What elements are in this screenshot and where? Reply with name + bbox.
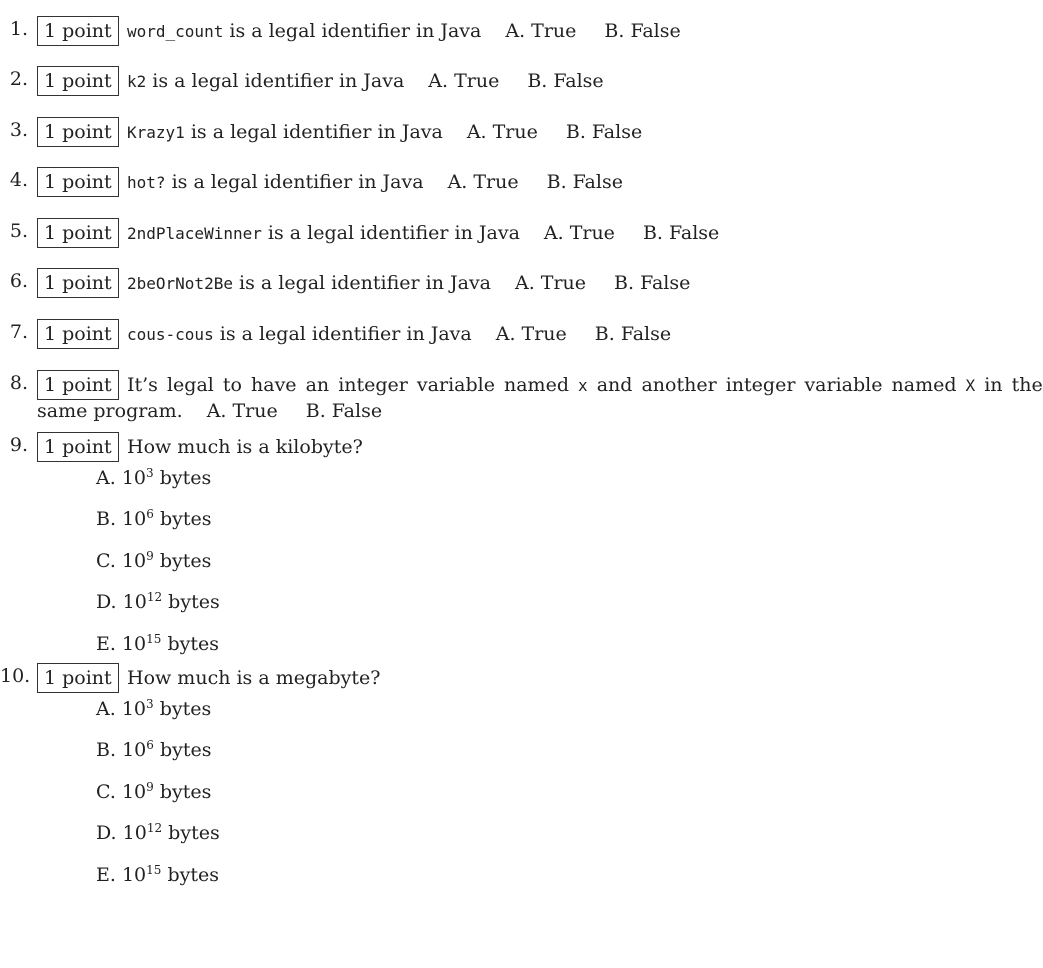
choice-letter: B. xyxy=(96,739,117,761)
choice-unit: bytes xyxy=(159,508,212,530)
question-number: 10. xyxy=(0,665,31,687)
choice-letter: D. xyxy=(96,591,117,613)
choice-exponent: 9 xyxy=(146,549,154,563)
question-number: 8. xyxy=(9,372,28,394)
question-prompt: How much is a megabyte? xyxy=(127,667,381,689)
points-box: 1 point xyxy=(37,319,119,349)
choice-unit: bytes xyxy=(159,739,212,761)
choice-letter: B. xyxy=(96,508,117,530)
option-true[interactable]: A. True xyxy=(515,272,587,294)
statement: is a legal identifier in Java xyxy=(165,171,424,193)
code-identifier: word_count xyxy=(127,22,224,41)
option-true[interactable]: A. True xyxy=(466,121,538,143)
choice-unit: bytes xyxy=(167,633,220,655)
choice-letter: D. xyxy=(96,822,117,844)
choice-base: 10 xyxy=(121,698,146,720)
choice-b[interactable] xyxy=(96,507,211,531)
choice-letter: C. xyxy=(96,550,116,572)
question-text-continued xyxy=(37,398,382,425)
choice-unit: bytes xyxy=(167,864,220,886)
question-number: 5. xyxy=(9,220,28,242)
question-number: 2. xyxy=(9,68,28,90)
statement-part-3: in the xyxy=(975,374,1043,396)
question-number: 3. xyxy=(9,119,28,141)
option-false[interactable]: B. False xyxy=(604,20,681,42)
statement: is a legal identifier in Java xyxy=(223,20,482,42)
choice-letter: E. xyxy=(96,633,116,655)
question-number: 4. xyxy=(9,169,28,191)
question-number: 1. xyxy=(9,18,28,40)
question-text xyxy=(127,270,690,297)
option-true[interactable]: A. True xyxy=(428,70,500,92)
points-box: 1 point xyxy=(37,663,119,693)
points-box: 1 point xyxy=(37,167,119,197)
question-text xyxy=(127,372,1043,399)
statement: is a legal identifier in Java xyxy=(213,323,472,345)
option-false[interactable]: B. False xyxy=(614,272,691,294)
choice-letter: A. xyxy=(96,698,116,720)
choice-a[interactable] xyxy=(96,466,211,490)
question-text xyxy=(127,321,671,348)
code-identifier: Krazy1 xyxy=(127,123,185,142)
code-identifier: 2beOrNot2Be xyxy=(127,274,233,293)
option-false[interactable]: B. False xyxy=(594,323,672,345)
points-box: 1 point xyxy=(37,268,119,298)
option-false[interactable]: B. False xyxy=(642,222,720,244)
statement-part-1: It’s legal to have an integer variable named xyxy=(127,374,579,396)
question-text xyxy=(127,119,642,146)
choice-base: 10 xyxy=(121,467,146,489)
choice-exponent: 9 xyxy=(146,780,154,794)
choice-unit: bytes xyxy=(159,698,212,720)
choice-base: 10 xyxy=(122,591,147,613)
choice-base: 10 xyxy=(121,550,147,572)
points-box: 1 point xyxy=(37,432,119,462)
choice-exponent: 6 xyxy=(146,507,154,521)
choice-base: 10 xyxy=(122,739,147,761)
choice-letter: A. xyxy=(96,467,116,489)
points-box: 1 point xyxy=(37,370,119,400)
choice-exponent: 12 xyxy=(146,590,163,604)
choice-base: 10 xyxy=(121,633,147,655)
option-false[interactable]: B. False xyxy=(305,400,383,422)
choice-exponent: 3 xyxy=(146,697,154,711)
code-identifier: k2 xyxy=(127,72,147,91)
choice-d[interactable] xyxy=(96,821,220,845)
question-number: 7. xyxy=(9,321,28,343)
code-identifier: hot? xyxy=(127,173,166,192)
choice-unit: bytes xyxy=(159,781,212,803)
option-false[interactable]: B. False xyxy=(565,121,643,143)
statement: is a legal identifier in Java xyxy=(184,121,443,143)
choice-exponent: 15 xyxy=(146,863,162,877)
choice-base: 10 xyxy=(122,822,147,844)
choice-c[interactable] xyxy=(96,780,211,804)
choice-exponent: 12 xyxy=(146,821,163,835)
choice-unit: bytes xyxy=(159,550,212,572)
statement-part-4: same program. xyxy=(37,400,183,422)
choice-base: 10 xyxy=(121,864,147,886)
statement: is a legal identifier in Java xyxy=(232,272,491,294)
choice-e[interactable] xyxy=(96,632,219,656)
points-box: 1 point xyxy=(37,117,119,147)
choice-c[interactable] xyxy=(96,549,211,573)
choice-exponent: 6 xyxy=(146,738,154,752)
code-identifier-x: x xyxy=(578,376,588,395)
question-text xyxy=(127,169,623,196)
code-identifier-X: X xyxy=(965,376,976,395)
choice-e[interactable] xyxy=(96,863,219,887)
choice-unit: bytes xyxy=(159,467,212,489)
points-box: 1 point xyxy=(37,66,119,96)
choice-unit: bytes xyxy=(168,591,220,613)
choice-base: 10 xyxy=(121,781,147,803)
question-number: 9. xyxy=(9,434,28,456)
choice-exponent: 3 xyxy=(146,466,154,480)
code-identifier: cous-cous xyxy=(127,325,214,344)
question-number: 6. xyxy=(9,270,28,292)
points-box: 1 point xyxy=(37,16,119,46)
statement: is a legal identifier in Java xyxy=(146,70,405,92)
code-identifier: 2ndPlaceWinner xyxy=(127,224,262,243)
option-true[interactable]: A. True xyxy=(206,400,278,422)
choice-a[interactable] xyxy=(96,697,211,721)
question-text xyxy=(127,18,681,45)
statement: is a legal identifier in Java xyxy=(261,222,520,244)
question-text xyxy=(127,68,604,95)
choice-d[interactable] xyxy=(96,590,220,614)
choice-base: 10 xyxy=(122,508,147,530)
option-true[interactable]: A. True xyxy=(543,222,615,244)
choice-letter: E. xyxy=(96,864,116,886)
question-text xyxy=(127,220,719,247)
choice-unit: bytes xyxy=(168,822,220,844)
statement-part-2: and another integer variable named xyxy=(587,374,966,396)
choice-letter: C. xyxy=(96,781,116,803)
choice-b[interactable] xyxy=(96,738,211,762)
question-prompt: How much is a kilobyte? xyxy=(127,436,363,458)
choice-exponent: 15 xyxy=(146,632,162,646)
option-true[interactable]: A. True xyxy=(447,171,519,193)
option-true[interactable]: A. True xyxy=(495,323,567,345)
points-box: 1 point xyxy=(37,218,119,248)
option-false[interactable]: B. False xyxy=(546,171,623,193)
option-false[interactable]: B. False xyxy=(527,70,604,92)
option-true[interactable]: A. True xyxy=(505,20,577,42)
